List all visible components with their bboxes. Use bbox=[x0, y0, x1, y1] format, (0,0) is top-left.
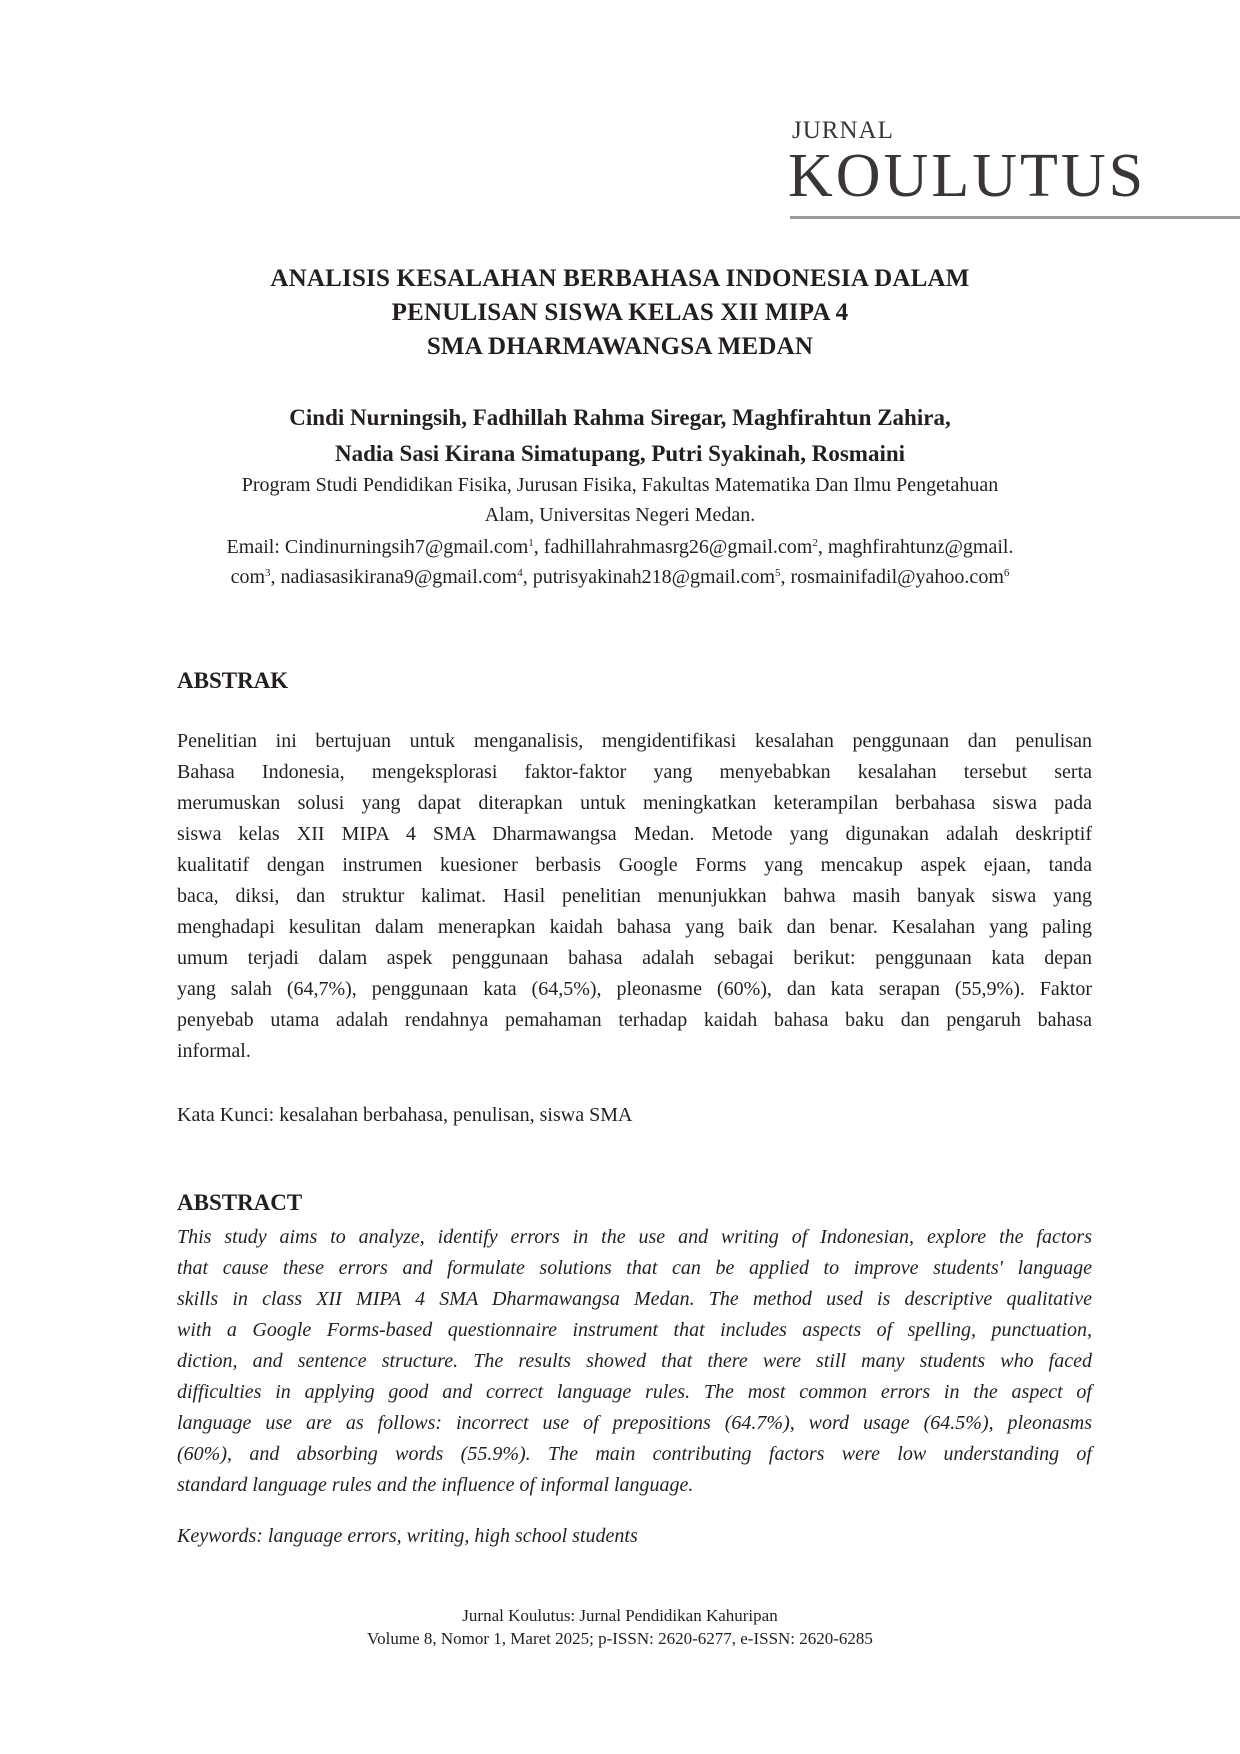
page-footer bbox=[160, 1604, 1080, 1650]
kata-kunci: Kata Kunci: kesalahan berbahasa, penulisan, siswa SMA bbox=[177, 1104, 633, 1126]
affiliation-line: Alam, Universitas Negeri Medan. bbox=[484, 504, 756, 526]
abstract-line: skills in class XII MIPA 4 SMA Dharmawangsa Medan. The method used is descriptive qualitative bbox=[177, 1288, 1092, 1310]
abstrak-line: merumuskan solusi yang dapat diterapkan untuk meningkatkan keterampilan berbahasa siswa pada bbox=[177, 792, 1092, 814]
email-address[interactable]: , putrisyakinah218@gmail.com bbox=[522, 566, 775, 588]
title-line: PENULISAN SISWA KELAS XII MIPA 4 bbox=[391, 299, 849, 326]
email-index: 3 bbox=[265, 567, 271, 579]
abstrak-line: baca, diksi, dan struktur kalimat. Hasil penelitian menunjukkan bahwa masih banyak siswa yang bbox=[177, 885, 1092, 907]
email-address[interactable]: , nadiasasikirana9@gmail.com bbox=[270, 566, 518, 588]
email-index: 2 bbox=[812, 537, 818, 549]
email-index: 4 bbox=[517, 567, 523, 579]
email-index: 5 bbox=[775, 567, 781, 579]
abstrak-line: siswa kelas XII MIPA 4 SMA Dharmawangsa Medan. Metode yang digunakan adalah deskriptif bbox=[177, 823, 1092, 845]
title-line: SMA DHARMAWANGSA MEDAN bbox=[426, 333, 814, 360]
abstract-line: (60%), and absorbing words (55.9%). The main contributing factors were low understanding of bbox=[177, 1443, 1092, 1465]
abstract-line: difficulties in applying good and correct language rules. The most common errors in the aspect of bbox=[177, 1381, 1092, 1403]
masthead-journal-name: KOULUTUS bbox=[788, 142, 1147, 210]
abstrak-line: penyebab utama adalah rendahnya pemahaman terhadap kaidah bahasa baku dan pengaruh bahasa bbox=[177, 1009, 1092, 1031]
abstrak-body bbox=[177, 726, 1092, 1067]
email-address[interactable]: , rosmainifadil@yahoo.com bbox=[780, 566, 1004, 588]
email-address[interactable]: Cindinurningsih7@gmail.com bbox=[284, 536, 529, 558]
email-address[interactable]: , fadhillahrahmasrg26@gmail.com bbox=[533, 536, 813, 558]
email-index: 6 bbox=[1003, 567, 1010, 579]
author-line: Cindi Nurningsih, Fadhillah Rahma Siregar, Maghfirahtun Zahira, bbox=[289, 405, 951, 430]
email-line bbox=[165, 532, 1075, 562]
abstract-line: This study aims to analyze, identify errors in the use and writing of Indonesian, explore the factors bbox=[177, 1226, 1092, 1248]
author-emails bbox=[165, 532, 1075, 592]
abstract-body bbox=[177, 1222, 1092, 1501]
abstract-line: standard language rules and the influence of informal language. bbox=[177, 1474, 694, 1496]
abstrak-line: kualitatif dengan instrumen kuesioner berbasis Google Forms yang mencakup aspek ejaan, tanda bbox=[177, 854, 1092, 876]
email-index: 1 bbox=[528, 537, 534, 549]
author-list bbox=[160, 400, 1080, 472]
affiliation-line: Program Studi Pendidikan Fisika, Jurusan Fisika, Fakultas Matematika Dan Ilmu Pengetahuan bbox=[241, 474, 999, 496]
affiliation bbox=[175, 470, 1065, 530]
abstract-line: language use are as follows: incorrect use of prepositions (64.7%), word usage (64.5%), pleonasms bbox=[177, 1412, 1092, 1434]
journal-masthead bbox=[788, 117, 1240, 210]
keywords: Keywords: language errors, writing, high school students bbox=[177, 1525, 638, 1547]
masthead-divider bbox=[790, 216, 1240, 219]
author-line: Nadia Sasi Kirana Simatupang, Putri Syakinah, Rosmaini bbox=[334, 441, 906, 466]
abstrak-line: menghadapi kesulitan dalam menerapkan kaidah bahasa yang baik dan benar. Kesalahan yang paling bbox=[177, 916, 1092, 938]
abstract-line: that cause these errors and formulate solutions that can be applied to improve students' language bbox=[177, 1257, 1092, 1279]
abstrak-line: Penelitian ini bertujuan untuk menganalisis, mengidentifikasi kesalahan penggunaan dan penulisan bbox=[177, 730, 1092, 752]
email-address[interactable]: com bbox=[230, 566, 266, 588]
footer-issue-info: Volume 8, Nomor 1, Maret 2025; p-ISSN: 2620-6277, e-ISSN: 2620-6285 bbox=[367, 1629, 873, 1648]
abstrak-line: informal. bbox=[177, 1040, 251, 1062]
email-address[interactable]: , maghfirahtunz@gmail. bbox=[817, 536, 1014, 558]
abstrak-line: Bahasa Indonesia, mengeksplorasi faktor-faktor yang menyebabkan kesalahan tersebut serta bbox=[177, 761, 1092, 783]
paper-title bbox=[160, 262, 1080, 364]
email-line bbox=[165, 562, 1075, 592]
abstract-heading: ABSTRACT bbox=[177, 1190, 303, 1215]
abstract-line: with a Google Forms-based questionnaire instrument that includes aspects of spelling, punctuation, bbox=[177, 1319, 1092, 1341]
email-label: Email: bbox=[226, 536, 285, 558]
footer-journal-name: Jurnal Koulutus: Jurnal Pendidikan Kahuripan bbox=[462, 1606, 778, 1625]
abstrak-line: yang salah (64,7%), penggunaan kata (64,5%), pleonasme (60%), dan kata serapan (55,9%). Faktor bbox=[177, 978, 1092, 1000]
title-line: ANALISIS KESALAHAN BERBAHASA INDONESIA DALAM bbox=[270, 265, 970, 292]
masthead-small-text: JURNAL bbox=[792, 117, 894, 144]
abstract-line: diction, and sentence structure. The results showed that there were still many students who faced bbox=[177, 1350, 1092, 1372]
abstrak-line: umum terjadi dalam aspek penggunaan bahasa adalah sebagai berikut: penggunaan kata depan bbox=[177, 947, 1092, 969]
abstrak-heading: ABSTRAK bbox=[177, 668, 289, 693]
